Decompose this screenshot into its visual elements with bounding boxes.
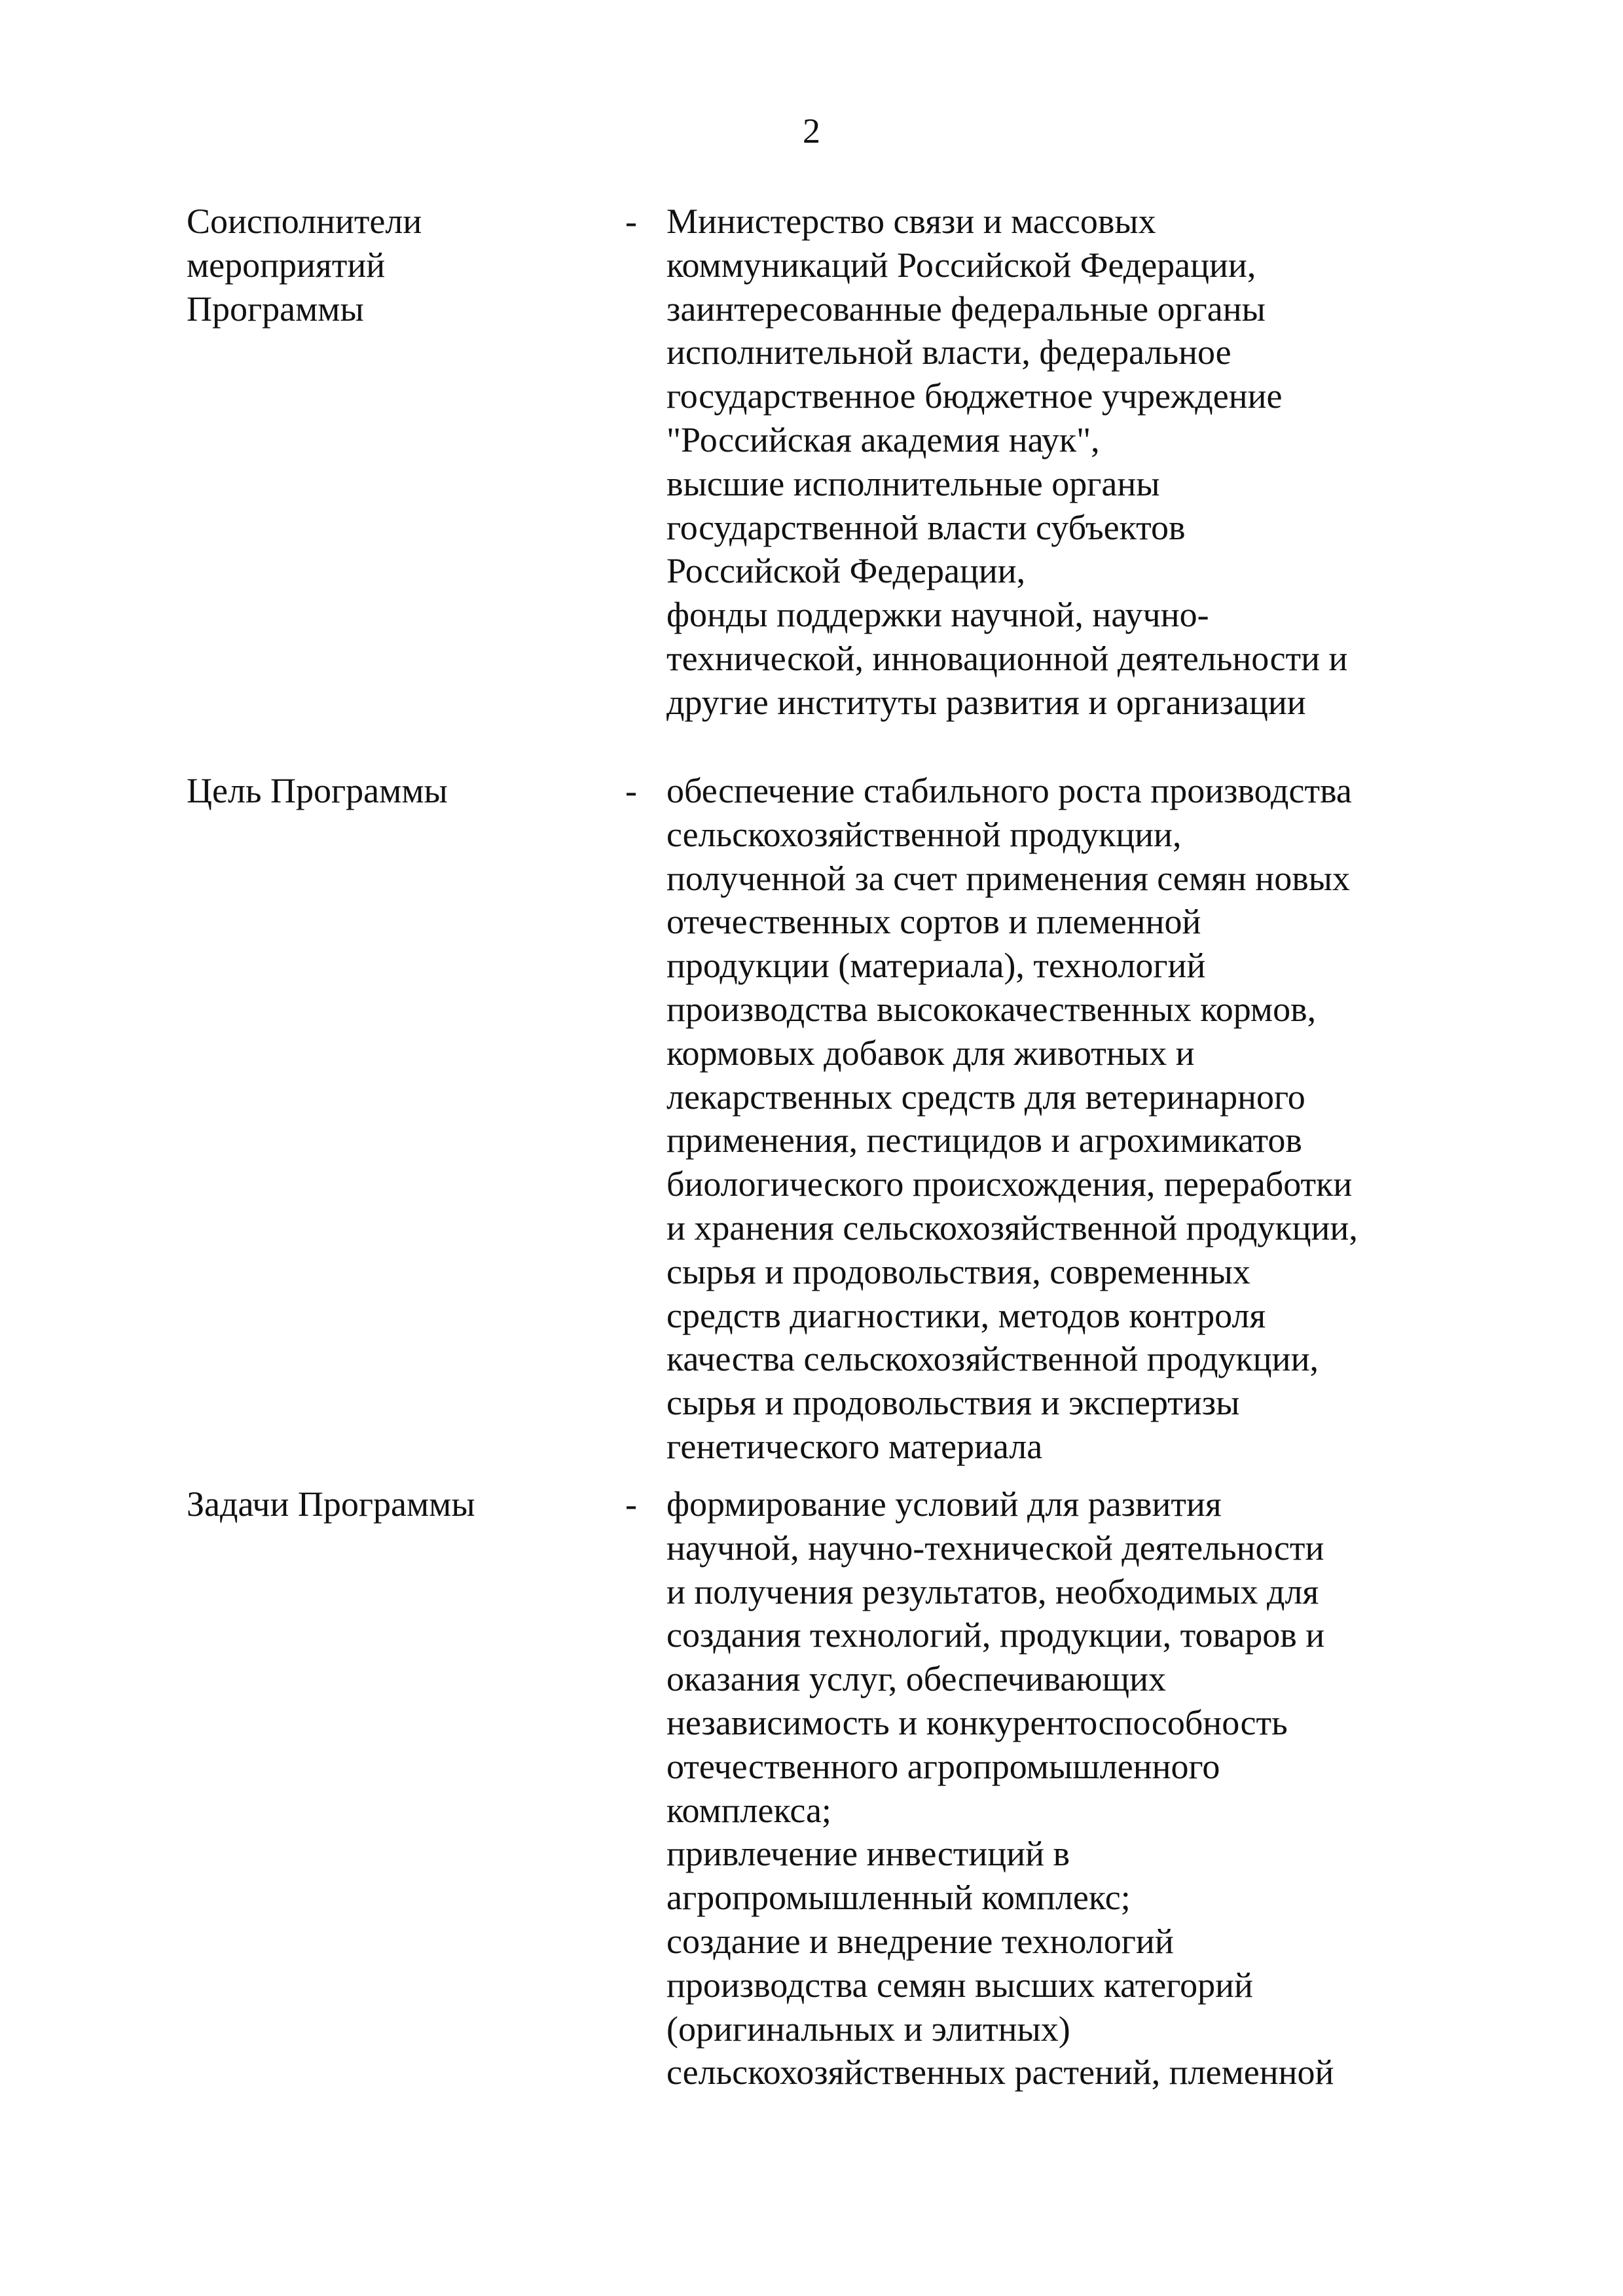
row-label [187,769,579,813]
content-line: средств диагностики, методов контроля [666,1295,1266,1335]
content-line: сырья и продовольствия и экспертизы [666,1383,1240,1423]
content-line: отечественных сортов и племенной [666,902,1201,942]
content-line: продукции (материала), технологий [666,946,1206,986]
row-content [666,1482,1518,2094]
content-line: научной, научно-технической деятельности [666,1528,1324,1568]
content-line: оказания услуг, обеспечивающих [666,1659,1166,1699]
content-line: генетического материала [666,1426,1043,1466]
content-line: фонды поддержки научной, научно- [666,595,1209,635]
label-line: Цель Программы [187,771,448,810]
content-line: государственной власти субъектов [666,507,1186,547]
row-dash: - [625,1484,637,1524]
content-line: создание и внедрение технологий [666,1921,1174,1961]
content-line: заинтересованные федеральные органы [666,289,1266,329]
content-line: биологического происхождения, переработки [666,1164,1353,1204]
content-line: высшие исполнительные органы [666,463,1160,503]
content-line: комплекса; [666,1790,831,1830]
content-line: полученной за счет применения семян новых [666,858,1350,898]
row-dash: - [625,771,637,810]
row-content [666,200,1518,725]
row-dash: - [625,202,637,241]
content-line: независимость и конкурентоспособность [666,1702,1288,1742]
content-line: государственное бюджетное учреждение [666,376,1283,416]
content-line: лекарственных средств для ветеринарного [666,1077,1305,1117]
content-line: кормовых добавок для животных и [666,1033,1195,1073]
content-line: создания технологий, продукции, товаров и [666,1615,1325,1655]
content-line: и хранения сельскохозяйственной продукции, [666,1208,1358,1247]
content-line: привлечение инвестиций в [666,1834,1070,1874]
row-label [187,200,579,331]
content-line: производства семян высших категорий [666,1965,1253,2005]
label-line: Программы [187,289,364,329]
content-line: отечественного агропромышленного [666,1746,1220,1786]
content-line: исполнительной власти, федеральное [666,332,1231,372]
content-line: "Российская академия наук", [666,420,1100,459]
row-content [666,769,1518,1469]
content-line: и получения результатов, необходимых для [666,1571,1319,1611]
content-line: сырья и продовольствия, современных [666,1251,1250,1291]
content-line: агропромышленный комплекс; [666,1878,1131,1918]
content-line: применения, пестицидов и агрохимикатов [666,1121,1302,1160]
content-line: технической, инновационной деятельности и [666,638,1348,678]
page-number: 2 [803,111,820,151]
content-line: качества сельскохозяйственной продукции, [666,1339,1319,1379]
content-line: сельскохозяйственных растений, племенной [666,2053,1334,2092]
content-line: Министерство связи и массовых [666,202,1156,241]
content-line: производства высококачественных кормов, [666,989,1317,1029]
content-line: обеспечение стабильного роста производства [666,771,1352,810]
content-line: (оригинальных и элитных) [666,2009,1070,2049]
content-line: Российской Федерации, [666,551,1026,591]
label-line: Соисполнители [187,202,422,241]
content-line: сельскохозяйственной продукции, [666,814,1182,854]
label-line: Задачи Программы [187,1484,475,1524]
content-line: другие институты развития и организации [666,682,1306,722]
label-line: мероприятий [187,245,386,285]
row-label [187,1482,579,1526]
content-line: формирование условий для развития [666,1484,1222,1524]
content-line: коммуникаций Российской Федерации, [666,245,1256,285]
